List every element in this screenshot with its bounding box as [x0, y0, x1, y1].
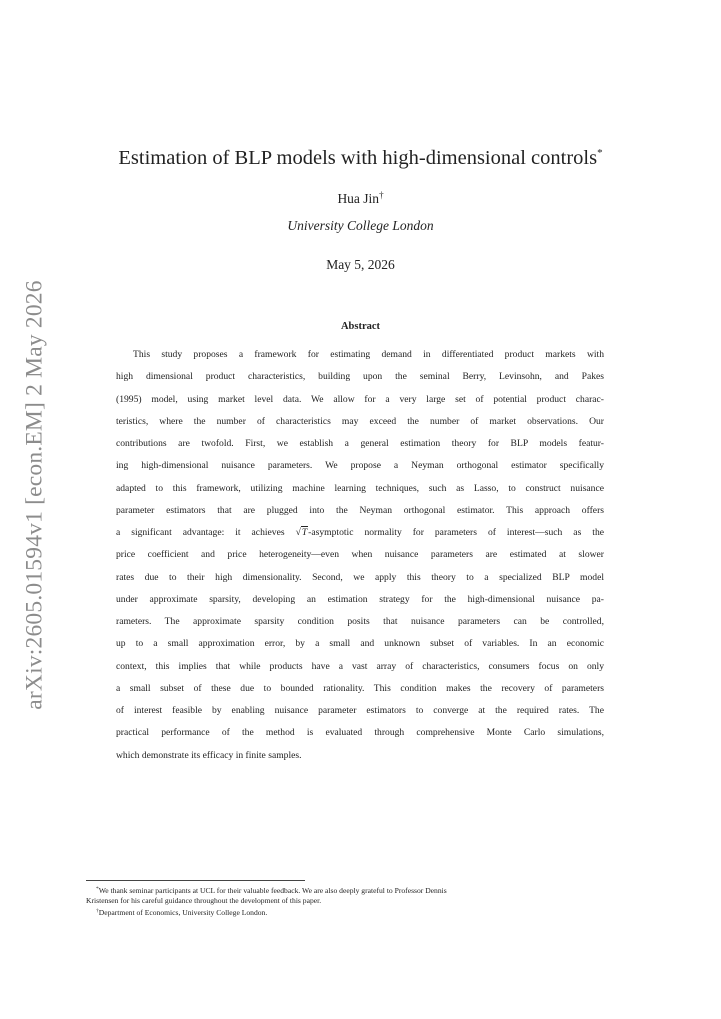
author-footnote-mark: † [379, 190, 384, 200]
sqrt-t-math [296, 522, 309, 544]
author-name: Hua Jin [337, 191, 380, 206]
footnote-2-mark: † [96, 908, 99, 915]
abstract-line: rameters. The approximate sparsity condition posits that nuisance parameters can be controlled, [116, 616, 604, 627]
footnote-1-continued: Kristensen for his careful guidance throughout the development of this paper. [86, 896, 322, 906]
footnote-rule [86, 880, 305, 881]
abstract-line: teristics, where the number of characteristics may exceed the number of market observations. Our [116, 415, 604, 427]
radicand: T [301, 527, 308, 538]
footnote-1-mark: * [96, 886, 99, 892]
abstract-line: adapted to this framework, utilizing machine learning techniques, such as Lasso, to construct nuisance [116, 482, 604, 494]
paper-title [0, 147, 721, 170]
abstract-line: context, this implies that while products have a vast array of characteristics, consumers focus on only [116, 660, 604, 672]
abstract-line: (1995) model, using market level data. We allow for a very large set of potential product charac- [116, 393, 604, 405]
footnotes [86, 884, 636, 919]
footnote-1-text: We thank seminar participants at UCL for their valuable feedback. We are also deeply grateful to Professor Dennis [98, 886, 447, 895]
radical-symbol: √ [295, 527, 301, 538]
abstract-text-segment: -asymptotic normality for parameters of interest—such as the [308, 527, 605, 538]
abstract-line: parameter estimators that are plugged into the Neyman orthogonal estimator. This approach offers [116, 504, 604, 516]
abstract-line: up to a small approximation error, by a small and unknown subset of variables. In an economic [116, 638, 604, 650]
abstract-line: which demonstrate its efficacy in finite samples. [116, 749, 302, 761]
footnote-2 [86, 906, 636, 918]
abstract-body [116, 344, 604, 767]
abstract-line: of interest feasible by enabling nuisance parameter estimators to converge at the required rates. The [116, 705, 604, 716]
arxiv-identifier-stamp: arXiv:2605.01594v1 [econ.EM] 2 May 2026 [21, 280, 48, 710]
abstract-line: This study proposes a framework for estimating demand in differentiated product markets with [133, 349, 604, 360]
title-text: Estimation of BLP models with high-dimensional controls [118, 147, 598, 169]
abstract-line: high dimensional product characteristics, building upon the seminal Berry, Levinsohn, and Pakes [116, 371, 604, 383]
author-affiliation: University College London [287, 218, 434, 233]
abstract-line: practical performance of the method is evaluated through comprehensive Monte Carlo simulations, [116, 727, 604, 739]
author-line [0, 190, 721, 207]
abstract-line: rates due to their high dimensionality. Second, we apply this theory to a specialized BLP model [116, 571, 604, 583]
abstract-line-with-math [116, 522, 604, 544]
title-footnote-mark: * [597, 147, 603, 159]
abstract-line: price coefficient and price heterogeneity—even when nuisance parameters are estimated at slower [116, 549, 604, 561]
abstract-line: contributions are twofold. First, we establish a general estimation theory for BLP models featur- [116, 438, 604, 449]
footnote-2-text: Department of Economics, University College London. [98, 908, 268, 918]
abstract-line: ing high-dimensional nuisance parameters. We propose a Neyman orthogonal estimator specifically [116, 460, 604, 472]
abstract-line: under approximate sparsity, developing an estimation strategy for the high-dimensional nuisance pa- [116, 593, 604, 605]
abstract-line: a small subset of these due to bounded rationality. This condition makes the recovery of parameters [116, 682, 604, 694]
paper-date: May 5, 2026 [326, 257, 395, 272]
footnote-1 [86, 884, 636, 896]
abstract-text-segment: a significant advantage: it achieves [116, 527, 296, 538]
abstract-heading: Abstract [340, 321, 381, 332]
